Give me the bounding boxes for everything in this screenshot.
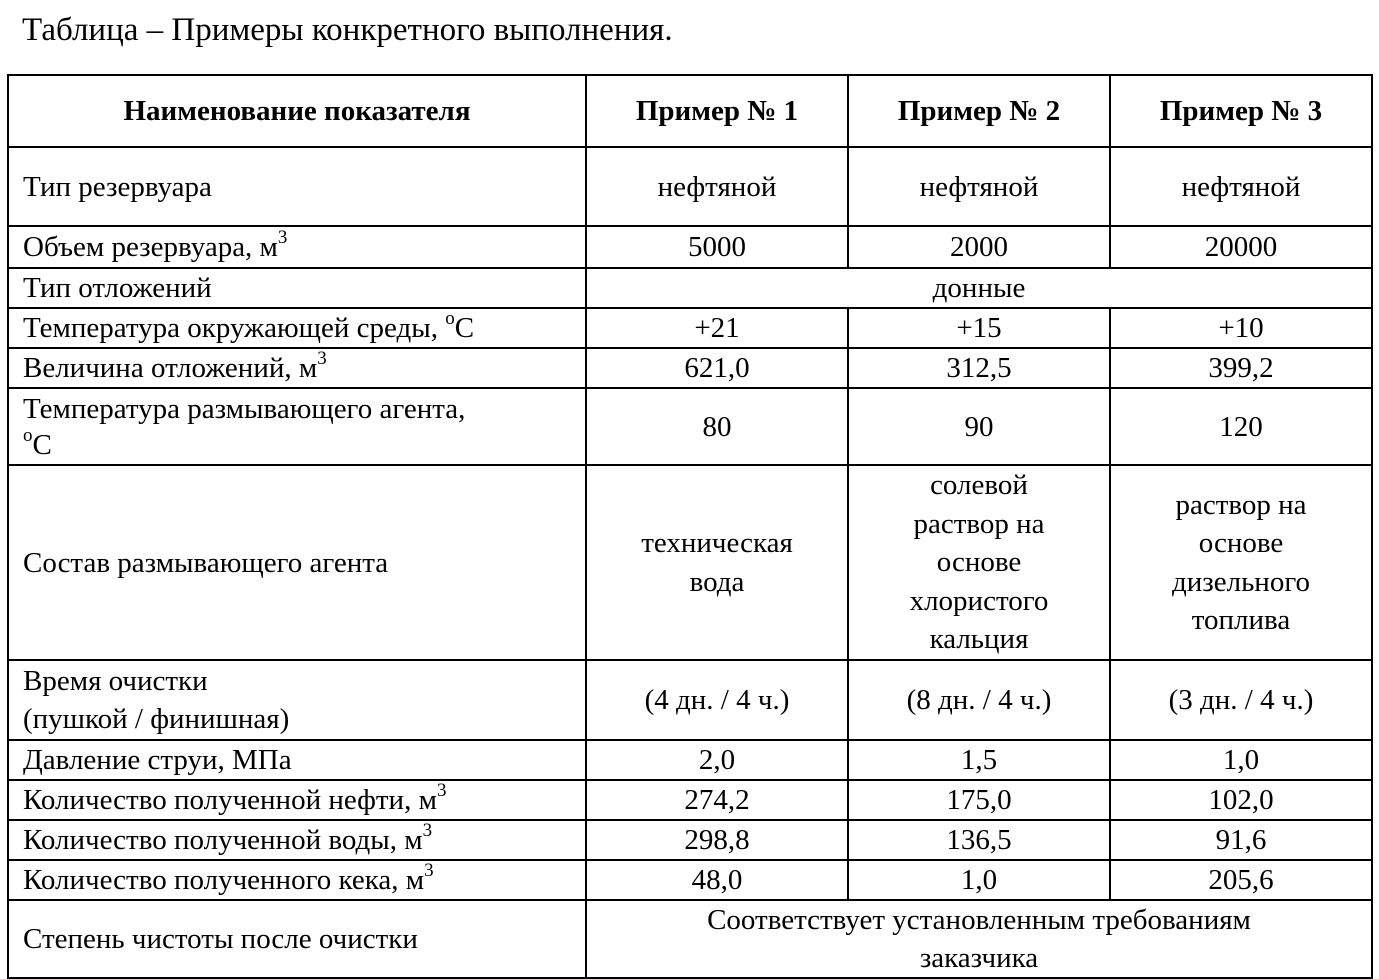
superscript: 3 — [424, 860, 434, 881]
table-caption: Таблица – Примеры конкретного выполнения. — [22, 12, 673, 48]
row-label-ambient-temperature — [8, 308, 586, 348]
unit-text: С — [32, 428, 52, 461]
cell-value: 312,5 — [848, 348, 1110, 388]
row-label-agent-temperature — [8, 388, 586, 465]
superscript: 3 — [277, 227, 288, 248]
cell-line: основе — [936, 546, 1022, 579]
cell-line: солевой — [930, 469, 1028, 502]
cell-value: 274,2 — [586, 780, 848, 820]
label-text: Температура размывающего агента, — [23, 392, 466, 425]
cell-value: 136,5 — [848, 820, 1110, 860]
header-example-1: Пример № 1 — [586, 75, 848, 147]
row-label-deposit-amount — [8, 348, 586, 388]
cell-value-merged: донные — [586, 268, 1372, 308]
cell-value: 90 — [848, 388, 1110, 465]
cell-line: кальция — [929, 623, 1029, 656]
cell-line: топлива — [1191, 604, 1291, 636]
unit-text: С — [454, 312, 475, 344]
table-row — [8, 860, 1372, 900]
cell-line: дизельного — [1172, 565, 1310, 598]
cell-line: техническая — [641, 527, 793, 559]
examples-table — [7, 74, 1373, 979]
label-text: Величина отложений, м — [23, 352, 318, 384]
cell-line: хлористого — [909, 584, 1049, 617]
row-label-cleanliness: Степень чистоты после очистки — [8, 900, 586, 978]
row-label-tank-volume — [8, 226, 586, 268]
cell-value: 102,0 — [1110, 780, 1372, 820]
table-row — [8, 308, 1372, 348]
table-row — [8, 465, 1372, 660]
cell-value — [1110, 465, 1372, 660]
row-label-oil-obtained — [8, 780, 586, 820]
table-row — [8, 268, 1372, 308]
row-label-deposit-type: Тип отложений — [8, 268, 586, 308]
cell-value: (4 дн. / 4 ч.) — [586, 660, 848, 740]
superscript: 3 — [422, 820, 433, 841]
table-row — [8, 147, 1372, 226]
table-row — [8, 660, 1372, 740]
cell-value: 2,0 — [586, 740, 848, 780]
cell-value: (3 дн. / 4 ч.) — [1110, 660, 1372, 740]
label-text: Температура окружающей среды, — [23, 312, 446, 344]
cell-value: 298,8 — [586, 820, 848, 860]
cell-value: 5000 — [586, 226, 848, 268]
cell-value: 48,0 — [586, 860, 848, 900]
cell-value: нефтяной — [848, 147, 1110, 226]
row-label-cake-obtained — [8, 860, 586, 900]
table-row — [8, 226, 1372, 268]
cell-value: 175,0 — [848, 780, 1110, 820]
cell-value — [848, 465, 1110, 660]
cell-line: заказчика — [919, 942, 1039, 974]
cell-value: 80 — [586, 388, 848, 465]
cell-value: нефтяной — [586, 147, 848, 226]
cell-line: основе — [1198, 527, 1284, 559]
table-row — [8, 900, 1372, 978]
header-example-3: Пример № 3 — [1110, 75, 1372, 147]
superscript: o — [23, 424, 33, 446]
row-label-tank-type: Тип резервуара — [8, 147, 586, 226]
cell-line: Соответствует установленным требованиям — [707, 904, 1251, 936]
header-example-2: Пример № 2 — [848, 75, 1110, 147]
cell-value: 1,5 — [848, 740, 1110, 780]
cell-value: 399,2 — [1110, 348, 1372, 388]
table-row — [8, 348, 1372, 388]
cell-value: 1,0 — [1110, 740, 1372, 780]
superscript: 3 — [436, 780, 447, 801]
row-label-cleaning-time — [8, 660, 586, 740]
label-text: Количество полученной воды, м — [23, 824, 423, 856]
cell-value: 205,6 — [1110, 860, 1372, 900]
cell-value: 20000 — [1110, 226, 1372, 268]
cell-value: +15 — [848, 308, 1110, 348]
cell-value-merged — [586, 900, 1372, 978]
cell-value: 621,0 — [586, 348, 848, 388]
row-label-jet-pressure: Давление струи, МПа — [8, 740, 586, 780]
cell-value — [586, 465, 848, 660]
cell-value: нефтяной — [1110, 147, 1372, 226]
table-row — [8, 388, 1372, 465]
label-text: Количество полученной нефти, м — [23, 784, 437, 816]
table-row — [8, 780, 1372, 820]
superscript: 3 — [317, 348, 327, 369]
cell-line: раствор на — [913, 507, 1045, 540]
table-header-row — [8, 75, 1372, 147]
header-indicator-name: Наименование показателя — [8, 75, 586, 147]
cell-value: 120 — [1110, 388, 1372, 465]
label-text: (пушкой / финишная) — [23, 703, 290, 735]
label-text: Объем резервуара, м — [23, 231, 278, 263]
table-row — [8, 740, 1372, 780]
label-text: Время очистки — [23, 665, 208, 697]
table-row — [8, 820, 1372, 860]
cell-value: 1,0 — [848, 860, 1110, 900]
cell-line: раствор на — [1175, 488, 1307, 521]
cell-value: +10 — [1110, 308, 1372, 348]
cell-line: вода — [689, 565, 745, 598]
row-label-agent-composition: Состав размывающего агента — [8, 465, 586, 660]
row-label-water-obtained — [8, 820, 586, 860]
cell-value: (8 дн. / 4 ч.) — [848, 660, 1110, 740]
label-text: Количество полученного кека, м — [23, 864, 425, 896]
cell-value: +21 — [586, 308, 848, 348]
cell-value: 2000 — [848, 226, 1110, 268]
cell-value: 91,6 — [1110, 820, 1372, 860]
superscript: o — [445, 308, 455, 329]
